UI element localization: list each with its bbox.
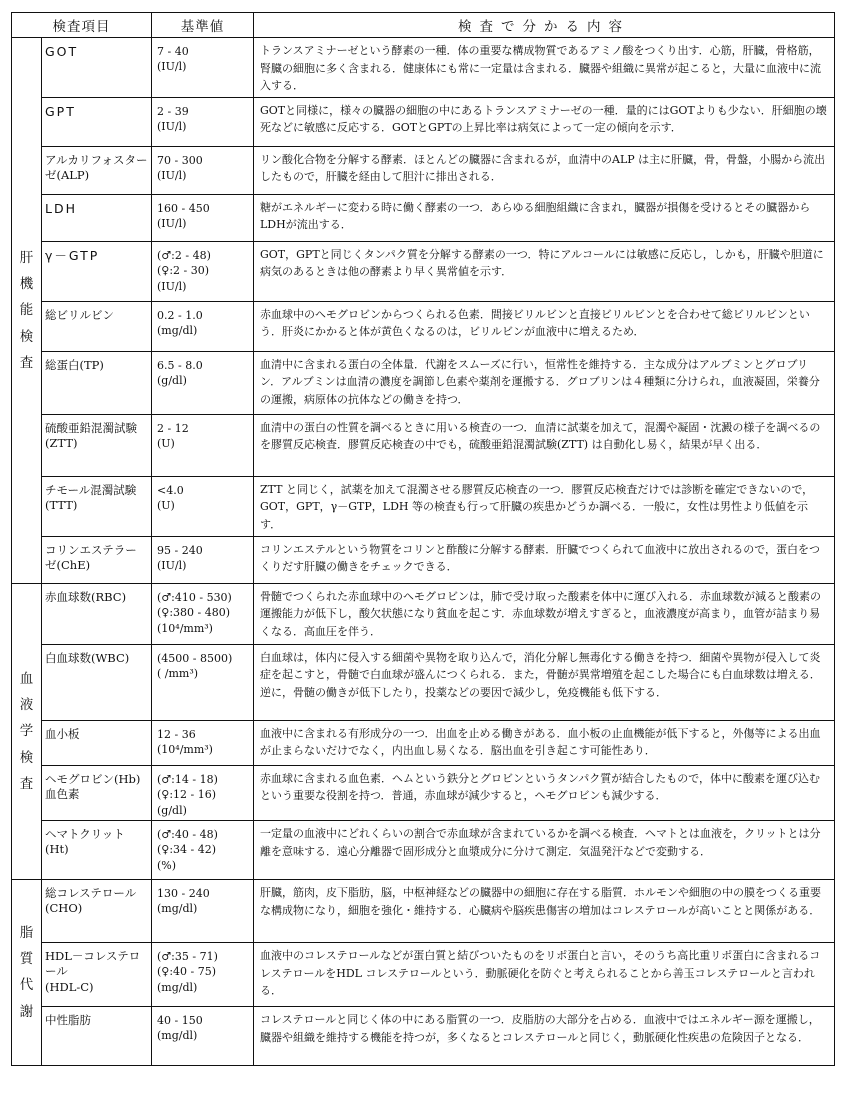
test-name: 総コレステロール(CHO) — [42, 879, 152, 942]
reference-range: (♂:2 - 48) (♀:2 - 30) (IU/l) — [152, 241, 254, 301]
test-description: 赤血球中のヘモグロビンからつくられる色素．間接ビリルビンと直接ビリルビンとを合わせて総ビリルビンという．肝炎にかかると体が黄色くなるのは，ビリルビンが血液中に増えるため． — [254, 301, 835, 351]
table-row — [12, 38, 835, 98]
reference-range: 40 - 150 (mg/dl) — [152, 1006, 254, 1065]
reference-range: 95 - 240 (IU/l) — [152, 536, 254, 583]
test-description: 血液中のコレステロールなどが蛋白質と結びついたものをリポ蛋白と言い，そのうち高比重リポ蛋白に含まれるコレステロールをHDL コレステロールという．動脈硬化を防ぐと考えられることから善玉コレステロールと言われる． — [254, 942, 835, 1006]
test-name: γ－GTP — [42, 241, 152, 301]
test-name: 硫酸亜鉛混濁試験(ZTT) — [42, 414, 152, 476]
table-row — [12, 879, 835, 942]
table-row — [12, 1006, 835, 1065]
category-lipid-metabolism: 脂質代謝 — [12, 879, 42, 1065]
header-content: 検査で分かる内容 — [254, 13, 835, 38]
test-description: 血清中に含まれる蛋白の全体量．代謝をスムーズに行い，恒常性を維持する．主な成分はアルブミンとグロブリン．アルブミンは血清の濃度を調節し色素や薬剤を運搬する．グロブリンは４種類に分けられ，血液凝固，栄養分の運搬，病原体の抗体などの働きを持つ． — [254, 351, 835, 414]
reference-range: (4500 - 8500) ( /mm³) — [152, 644, 254, 720]
table-row — [12, 942, 835, 1006]
test-name: コリンエステラーゼ(ChE) — [42, 536, 152, 583]
reference-range: 6.5 - 8.0 (g/dl) — [152, 351, 254, 414]
table-row — [12, 194, 835, 241]
test-name: ヘマトクリット(Ht) — [42, 820, 152, 879]
test-description: 糖がエネルギーに変わる時に働く酵素の一つ．あらゆる細胞組織に含まれ，臓器が損傷を受けるとその臓器からLDHが流出する． — [254, 194, 835, 241]
test-description: 白血球は，体内に侵入する細菌や異物を取り込んで，消化分解し無毒化する働きを持つ．細菌や異物が侵入して炎症を起こすと，骨髄で白血球が盛んにつくられる．また，骨髄が異常増殖を起こした場合にも白血球数は増える．逆に，骨髄の働きが低下したり，投薬などの要因で減少し，免疫機能も低下する． — [254, 644, 835, 720]
test-name: 赤血球数(RBC) — [42, 583, 152, 644]
table-row — [12, 97, 835, 146]
reference-range: 0.2 - 1.0 (mg/dl) — [152, 301, 254, 351]
table-row — [12, 820, 835, 879]
test-name: 総ビリルビン — [42, 301, 152, 351]
table-row — [12, 583, 835, 644]
reference-range: 130 - 240 (mg/dl) — [152, 879, 254, 942]
test-description: 肝臓，筋肉，皮下脂肪，脳，中枢神経などの臓器中の細胞に存在する脂質．ホルモンや細胞の中の膜をつくる重要な構成物になり，細胞を強化・維持する．心臓病や脳疾患傷害の増加はコレステロールが高いことと関係がある． — [254, 879, 835, 942]
test-name: チモール混濁試験(TTT) — [42, 476, 152, 536]
test-description: 血液中に含まれる有形成分の一つ．出血を止める働きがある．血小板の止血機能が低下すると，外傷等による出血が止まらないだけでなく，内出血し易くなる．脳出血を引き起こす可能性あり． — [254, 720, 835, 765]
test-description: GOTと同様に，様々の臓器の細胞の中にあるトランスアミナーゼの一種．量的にはGOTよりも少ない．肝細胞の壊死などに敏感に反応する．GOTとGPTの上昇比率は病気によって一定の傾向を示す． — [254, 97, 835, 146]
test-description: コレステロールと同じく体の中にある脂質の一つ．皮脂肪の大部分を占める．血液中ではエネルギー源を運搬し，臓器や組織を維持する機能を持つが，多くなるとコレステロールと同じく，動脈硬化性疾患の危険因子となる． — [254, 1006, 835, 1065]
table-row — [12, 765, 835, 820]
table-header-row — [12, 13, 835, 38]
category-hematology: 血液学検査 — [12, 583, 42, 879]
reference-range: 2 - 12 (U) — [152, 414, 254, 476]
test-name: HDL－コレステロール (HDL-C) — [42, 942, 152, 1006]
test-description: ZTT と同じく，試薬を加えて混濁させる膠質反応検査の一つ．膠質反応検査だけでは診断を確定できないので，GOT，GPT，γ－GTP，LDH 等の検査も行って肝臓の疾患かどうか調べる．一般に，女性は男性より低値を示す． — [254, 476, 835, 536]
reference-range: (♂:410 - 530) (♀:380 - 480) (10⁴/mm³) — [152, 583, 254, 644]
test-description: トランスアミナーゼという酵素の一種．体の重要な構成物質であるアミノ酸をつくり出す．心筋，肝臓，骨格筋，腎臓の細胞に多く含まれる．健康体にも常に一定量は含まれる．臓器や組織に異常が起こると，大量に血液中に流入する． — [254, 38, 835, 98]
category-liver-function: 肝機能検査 — [12, 38, 42, 584]
table-row — [12, 644, 835, 720]
table-row — [12, 351, 835, 414]
test-name: 総蛋白(TP) — [42, 351, 152, 414]
test-name: LDH — [42, 194, 152, 241]
table-row — [12, 241, 835, 301]
reference-range: 2 - 39 (IU/l) — [152, 97, 254, 146]
table-row — [12, 720, 835, 765]
test-description: 赤血球に含まれる血色素．ヘムという鉄分とグロビンというタンパク質が結合したもので，体中に酸素を運び込むという重要な役割を持つ．普通，赤血球が減少すると，ヘモグロビンも減少する． — [254, 765, 835, 820]
reference-range: (♂:35 - 71) (♀:40 - 75) (mg/dl) — [152, 942, 254, 1006]
table-row — [12, 476, 835, 536]
test-description: コリンエステルという物質をコリンと酢酸に分解する酵素．肝臓でつくられて血液中に放出されるので，蛋白をつくりだす肝臓の働きをチェックできる． — [254, 536, 835, 583]
test-description: GOT，GPTと同じくタンパク質を分解する酵素の一つ．特にアルコールには敏感に反応し，しかも，肝臓や胆道に病気のあるときは他の酵素より早く異常値を示す． — [254, 241, 835, 301]
test-description: 骨髄でつくられた赤血球中のヘモグロビンは，肺で受け取った酸素を体中に運び入れる．赤血球数が減ると酸素の運搬能力が低下し，酸欠状態になり貧血を起こす．赤血球数が増えすぎると，血液濃度が高まり，血管が詰まり易くなる．高血圧を伴う． — [254, 583, 835, 644]
table-row — [12, 414, 835, 476]
test-name: 血小板 — [42, 720, 152, 765]
test-name: 中性脂肪 — [42, 1006, 152, 1065]
test-description: 一定量の血液中にどれくらいの割合で赤血球が含まれているかを調べる検査．ヘマトとは血液を，クリットとは分離を意味する．遠心分離器で固形成分と血漿成分に分けて測定．気温発汗などで変動する． — [254, 820, 835, 879]
table-row — [12, 536, 835, 583]
test-description: 血清中の蛋白の性質を調べるときに用いる検査の一つ．血清に試薬を加えて，混濁や凝固・沈澱の様子を調べるのを膠質反応検査．膠質反応検査の中でも，硫酸亜鉛混濁試験(ZTT) は自動化し易く，結果が早く出る． — [254, 414, 835, 476]
test-name: アルカリフォスターゼ(ALP) — [42, 146, 152, 194]
test-name: GOT — [42, 38, 152, 98]
reference-range: <4.0 (U) — [152, 476, 254, 536]
header-reference-range: 基準値 — [152, 13, 254, 38]
reference-range: 70 - 300 (IU/l) — [152, 146, 254, 194]
reference-range: 160 - 450 (IU/l) — [152, 194, 254, 241]
lab-test-table — [11, 12, 835, 1066]
test-name: GPT — [42, 97, 152, 146]
reference-range: (♂:14 - 18) (♀:12 - 16) (g/dl) — [152, 765, 254, 820]
test-name: 白血球数(WBC) — [42, 644, 152, 720]
header-test-item: 検査項目 — [12, 13, 152, 38]
reference-range: (♂:40 - 48) (♀:34 - 42) (%) — [152, 820, 254, 879]
reference-range: 7 - 40 (IU/l) — [152, 38, 254, 98]
reference-range: 12 - 36 (10⁴/mm³) — [152, 720, 254, 765]
test-name: ヘモグロビン(Hb) 血色素 — [42, 765, 152, 820]
test-description: リン酸化合物を分解する酵素．ほとんどの臓器に含まれるが，血清中のALP は主に肝臓，骨，骨盤，小腸から流出したもので，肝臓を経由して胆汁に排出される． — [254, 146, 835, 194]
table-row — [12, 146, 835, 194]
table-row — [12, 301, 835, 351]
